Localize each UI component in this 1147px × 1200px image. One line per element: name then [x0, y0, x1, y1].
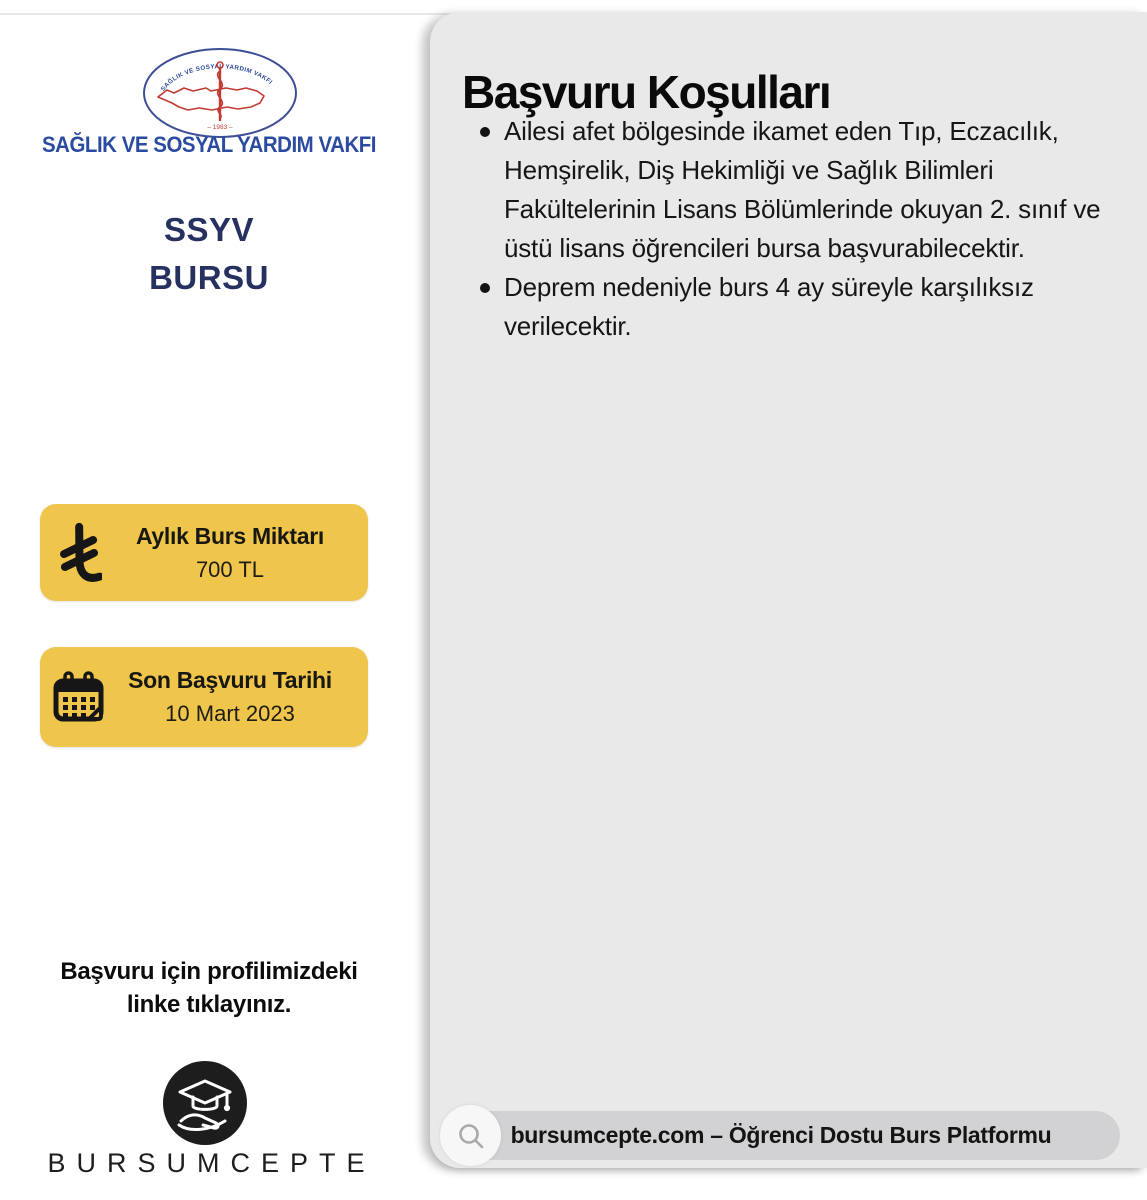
footer-search-text: bursumcepte.com – Öğrenci Dostu Burs Platformu	[510, 1122, 1052, 1148]
apply-instruction-line2: linke tıklayınız.	[126, 991, 292, 1018]
conditions-heading: Başvuru Koşulları	[462, 65, 831, 118]
org-name: SAĞLIK VE SOSYAL YARDIM VAKFI	[41, 132, 377, 157]
condition-item: Deprem nedeniyle burs 4 ay süreyle karşılıksız verilecektir.	[478, 268, 1126, 346]
deadline-value: 10 Mart 2023	[165, 701, 295, 726]
conditions-list	[478, 112, 1126, 346]
search-icon	[440, 1105, 501, 1166]
deadline-label: Son Başvuru Tarihi	[128, 667, 332, 693]
brand-name: BURSUMCEPTE	[47, 1148, 376, 1178]
scholarship-title-line1: SSYV	[163, 211, 255, 248]
apply-instruction-line1: Başvuru için profilimizdeki	[60, 958, 358, 985]
ssyv-foundation-logo-icon	[140, 45, 300, 141]
condition-item: Ailesi afet bölgesinde ikamet eden Tıp, Eczacılık, Hemşirelik, Diş Hekimliği ve Sağlık Bilimleri Fakültelerinin Lisans Bölümlerinde okuyan 2. sınıf ve üstü lisans öğrencileri bursa başvurabilecektir.	[478, 112, 1126, 268]
footer-search-bar[interactable]	[442, 1111, 1120, 1160]
monthly-amount-value: 700 TL	[195, 556, 265, 582]
turkish-lira-icon	[40, 522, 118, 584]
apply-instruction	[10, 955, 408, 1021]
deadline-card	[40, 647, 368, 747]
monthly-amount-card	[40, 504, 368, 601]
svg-text:SAĞLIK VE SOSYAL YARDIM VAKFI: SAĞLIK VE SOSYAL YARDIM VAKFI	[159, 63, 274, 93]
scholarship-title-line2: BURSU	[149, 259, 269, 296]
calendar-icon	[40, 670, 118, 724]
conditions-panel	[430, 12, 1147, 1168]
sidebar	[0, 15, 418, 1178]
monthly-amount-label: Aylık Burs Miktarı	[135, 522, 325, 549]
bursumcepte-logo-icon	[163, 1061, 247, 1145]
svg-text:– 1983 –: – 1983 –	[207, 124, 233, 131]
